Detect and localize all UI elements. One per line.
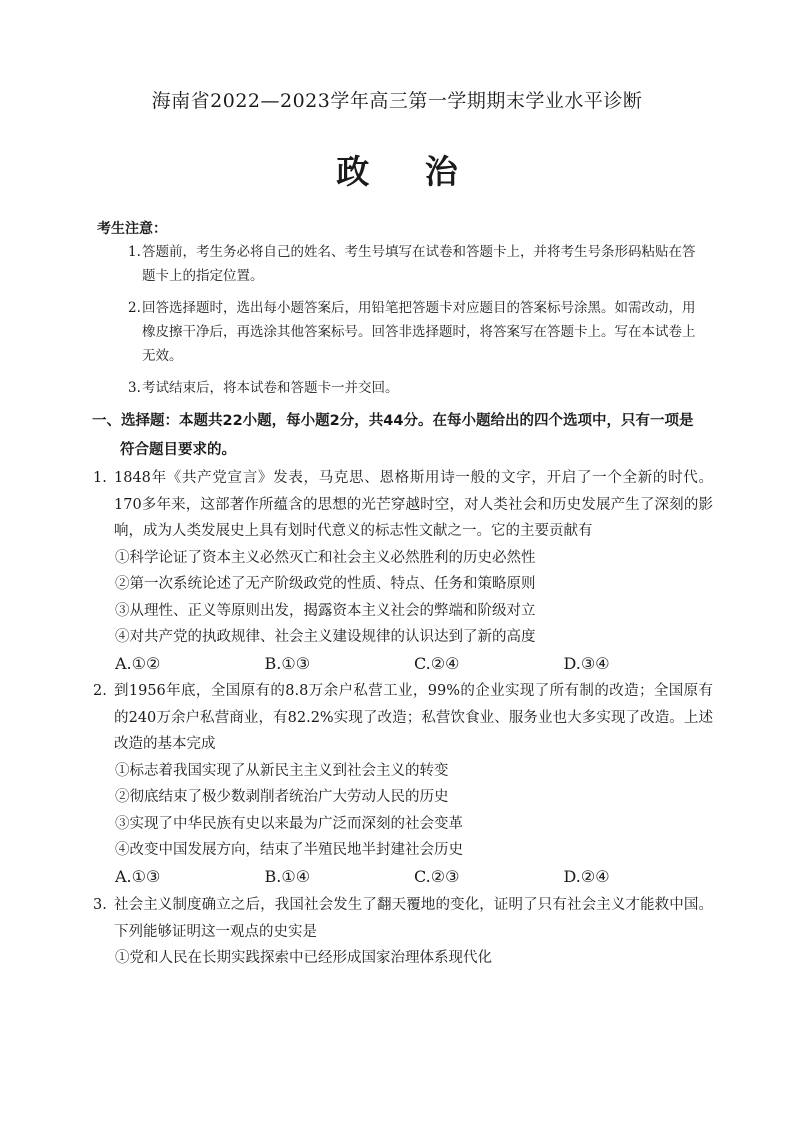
question-3	[93, 892, 713, 972]
statement: ④对共产党的执政规律、社会主义建设规律的认识达到了新的高度	[115, 629, 536, 645]
statement: ③从理性、正义等原则出发，揭露资本主义社会的弊端和阶级对立	[115, 602, 536, 619]
statement: ③实现了中华民族有史以来最为广泛而深刻的社会变革	[115, 815, 463, 832]
answer-options	[93, 864, 713, 890]
notice-item	[128, 296, 708, 368]
question-number: 2.	[93, 683, 107, 699]
option-d: D.②④	[563, 866, 610, 886]
question-number: 3.	[93, 897, 107, 913]
subject-title: 政 治	[336, 152, 480, 191]
notice-item-text: 考试结束后，将本试卷和答题卡一并交回。	[142, 380, 399, 396]
exam-title: 海南省2022—2023学年高三第一学期期末学业水平诊断	[151, 90, 643, 112]
section-heading	[92, 407, 712, 465]
notice-item-number: 2.	[128, 300, 141, 316]
option-c: C.②④	[414, 653, 460, 673]
statement: ②彻底结束了极少数剥削者统治广大劳动人民的历史	[115, 789, 449, 805]
statement: ①标志着我国实现了从新民主主义到社会主义的转变	[115, 762, 449, 779]
notice-item	[128, 240, 708, 288]
notice-list	[128, 240, 708, 408]
answer-options	[93, 651, 713, 677]
section-heading-line: 符合题目要求的。	[120, 442, 236, 458]
option-b: B.①④	[264, 866, 311, 886]
section-heading-line: 一、选择题：本题共22小题，每小题2分，共44分。在每小题给出的四个选项中，只有一项是	[92, 413, 694, 429]
statement: ①科学论证了资本主义必然灭亡和社会主义必然胜利的历史必然性	[115, 549, 536, 566]
notice-item-number: 3.	[128, 380, 141, 396]
question-2	[93, 678, 713, 890]
notice-heading: 考生注意：	[97, 221, 167, 237]
notice-item-text: 回答选择题时，选出每小题答案后，用铅笔把答题卡对应题目的答案标号涂黑。如需改动，用橡皮擦干净后，再选涂其他答案标号。回答非选择题时，将答案写在答题卡上。写在本试卷上无效。	[142, 300, 696, 364]
question-stem	[93, 465, 713, 545]
statement: ④改变中国发展方向，结束了半殖民地半封建社会历史	[115, 842, 463, 858]
statement: ①党和人民在长期实践探索中已经形成国家治理体系现代化	[115, 950, 492, 966]
option-a: A.①②	[115, 653, 161, 673]
question-text: 1848年《共产党宣言》发表，马克思、恩格斯用诗一般的文字，开启了一个全新的时代。170多年来，这部著作所蕴含的思想的光芒穿越时空，对人类社会和历史发展产生了深刻的影响，成为人类发展史上具有划时代意义的标志性文献之一。它的主要贡献有	[114, 470, 713, 539]
question-text: 到1956年底，全国原有的8.8万余户私营工业，99%的企业实现了所有制的改造；全国原有的240万余户私营商业，有82.2%实现了改造；私营饮食业、服务业也大多实现了改造。上述改造的基本完成	[114, 683, 713, 752]
statement: ②第一次系统论述了无产阶级政党的性质、特点、任务和策略原则	[115, 576, 536, 592]
question-number: 1.	[93, 470, 107, 486]
question-stem	[93, 892, 713, 945]
option-b: B.①③	[264, 653, 311, 673]
question-text: 社会主义制度确立之后，我国社会发生了翻天覆地的变化，证明了只有社会主义才能救中国。下列能够证明这一观点的史实是	[114, 897, 713, 940]
notice-item-text: 答题前，考生务必将自己的姓名、考生号填写在试卷和答题卡上，并将考生号条形码粘贴在答题卡上的指定位置。	[142, 244, 696, 284]
notice-item-number: 1.	[128, 244, 141, 260]
notice-item	[128, 376, 708, 400]
question-1	[93, 465, 713, 677]
option-d: D.③④	[563, 653, 610, 673]
option-a: A.①③	[115, 866, 161, 886]
question-stem	[93, 678, 713, 758]
option-c: C.②③	[414, 866, 460, 886]
